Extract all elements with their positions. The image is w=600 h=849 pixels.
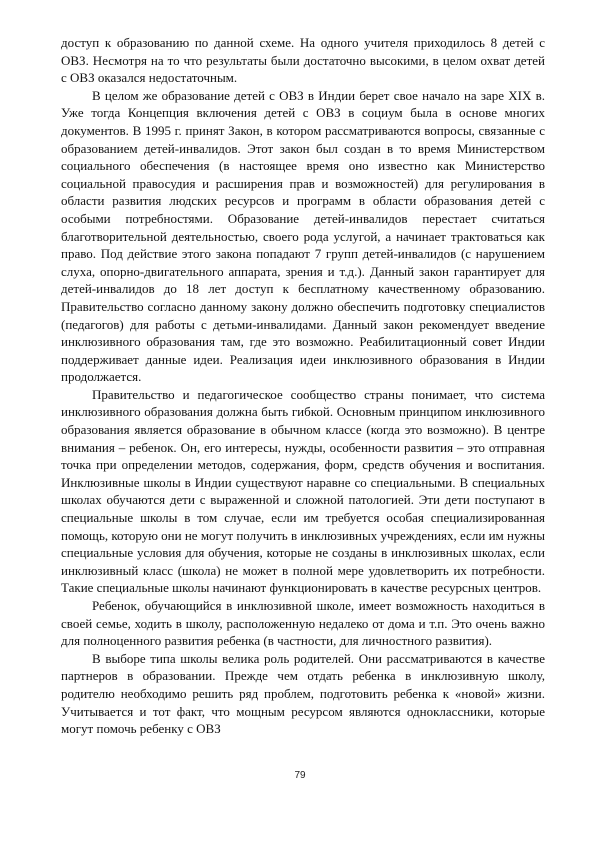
paragraph-child-in-family: Ребенок, обучающийся в инклюзивной школе, имеет возможность находиться в своей семье, ходить в школу, расположенную недалеко от дома и т.п. Это очень важно для полноценного развития ребенка (в частности, для личностного развития). [61,598,545,649]
document-page [61,34,545,738]
paragraph-continuation: доступ к образованию по данной схеме. На одного учителя приходилось 8 детей с ОВЗ. Несмотря на то что результаты были достаточно высокими, в целом охват детей с ОВЗ оказался недостаточным. [61,35,545,86]
page-number: 79 [294,770,306,781]
paragraph-education-history: В целом же образование детей с ОВЗ в Индии берет свое начало на заре XIX в. Уже тогда Концепция включения детей с ОВЗ в социум была в основе многих документов. В 1995 г. принят Закон, в котором рассматриваются вопросы, связанные с образованием детей-инвалидов. Этот закон был создан в то время Министерством социального обеспечения (в настоящее время оно известно как Министерство социальной правосудия и расширения прав и возможностей) для регулирования в области развития людских ресурсов и программ в области образования детей с особыми потребностями. Образование детей-инвалидов перестает считаться благотворительной деятельностью, своего рода услугой, а начинает трактоваться как право. Под действие этого закона попадают 7 групп детей-инвалидов (с нарушением слуха, опорно-двигательного аппарата, зрения и т.д.). Данный закон гарантирует для детей-инвалидов до 18 лет доступ к бесплатному качественному образованию. Правительство согласно данному закону должно обеспечить подготовку специалистов (педагогов) для работы с детьми-инвалидами. Данный закон рекомендует введение инклюзивного образования там, где это возможно. Реабилитационный совет Индии поддерживает данные идеи. Реализация идеи инклюзивного образования в Индии продолжается. [61,87,545,385]
paragraph-inclusive-principles: Правительство и педагогическое сообщество страны понимает, что система инклюзивного образования должна быть гибкой. Основным принципом инклюзивного образования является образование в обычном классе (когда это возможно). В центре внимания – ребенок. Он, его интересы, нужды, особенности развития – это отправная точка при определении методов, содержания, форм, средств обучения и воспитания. Инклюзивные школы в Индии существуют наравне со специальными. В специальных школах обучаются дети с выраженной и сложной патологией. Эти дети поступают в специальные школы в том случае, если им требуется особая специализированная помощь, которую они не могут получить в инклюзивных учреждениях, если им нужны специальные условия для обучения, которые не созданы в инклюзивных школах, если инклюзивный класс (школа) не может в полной мере удовлетворить их потребности. Такие специальные школы начинают функционировать в качестве ресурсных центров. [61,386,545,596]
paragraph-parents-role: В выборе типа школы велика роль родителей. Они рассматриваются в качестве партнеров в образовании. Прежде чем отдать ребенка в инклюзивную школу, родителю необходимо решить ряд проблем, подготовить ребенка к «новой» жизни. Учитывается и тот факт, что мощным ресурсом являются одноклассники, которые могут помочь ребенку с ОВЗ [61,650,545,737]
